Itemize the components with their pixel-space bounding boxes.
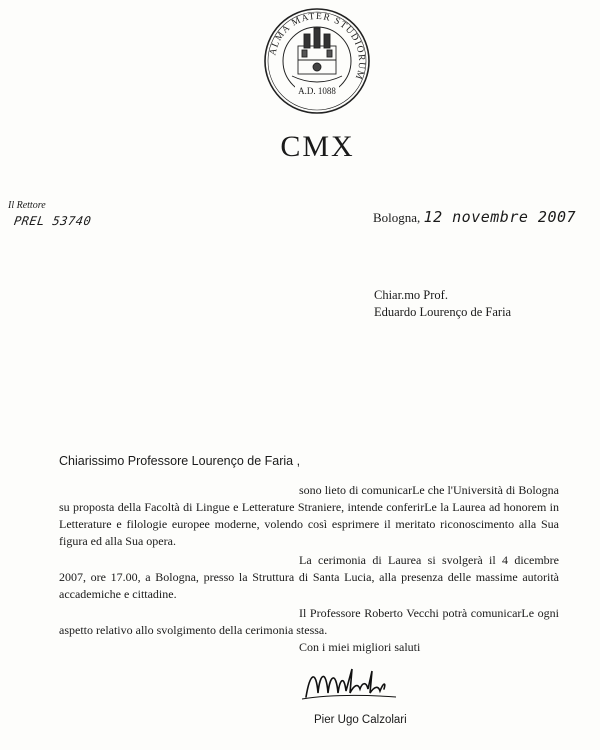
letter-body [59, 482, 559, 656]
handwritten-signature [300, 663, 410, 703]
seal-ring-text: ALMA MATER STUDIORUM [268, 11, 367, 82]
dateline [373, 208, 576, 226]
dateline-date: 12 novembre 2007 [423, 208, 577, 226]
letterhead-mark: CMX [280, 130, 355, 163]
body-paragraph: La cerimonia di Laurea si svolgerà il 4 dicembre 2007, ore 17.00, a Bologna, presso la Struttura di Santa Lucia, alla presenza delle massime autorità accademiche e cittadine. [59, 553, 559, 601]
body-paragraph: sono lieto di comunicarLe che l'Università di Bologna su proposta della Facoltà di Lingue e Letterature Straniere, intende conferirLe la Laurea ad honorem in Letterature e filologie europee moderne, volendo così esprimere il meritato riconoscimento alla Sua figura ed alla Sua opera. [59, 483, 559, 548]
recipient-title: Chiar.mo Prof. [374, 288, 448, 302]
body-paragraph: Il Professore Roberto Vecchi potrà comunicarLe ogni aspetto relativo allo svolgimento della cerimonia stessa. [59, 606, 559, 637]
recipient-name: Eduardo Lourenço de Faria [374, 305, 512, 319]
dateline-place: Bologna, [373, 210, 421, 225]
seal-year: A.D. 1088 [298, 86, 336, 96]
signer-name: Pier Ugo Calzolari [314, 714, 407, 726]
protocol-number: PREL 53740 [13, 214, 93, 228]
recipient-block [374, 287, 511, 321]
salutation: Chiarissimo Professore Lourenço de Faria , [59, 454, 301, 468]
body-paragraph: Con i miei migliori saluti [299, 640, 421, 654]
sender-office: Il Rettore [8, 200, 46, 211]
university-seal-emblem [262, 6, 372, 116]
